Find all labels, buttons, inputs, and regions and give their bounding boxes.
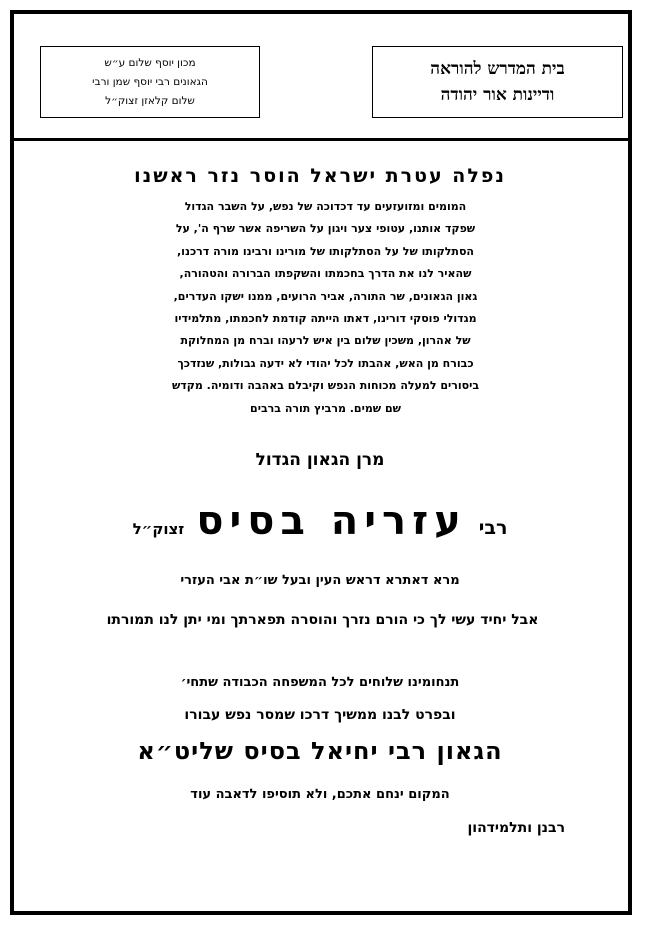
- institute-line-2: הגאונים רבי יוסף שמן ורבי: [92, 75, 208, 88]
- signature: רבנן ותלמידהון: [467, 820, 565, 836]
- rabbi-name-block: [60, 498, 580, 544]
- condolences-text: תנחומינו שלוחים לכל המשפחה הכבודה שתחי׳: [180, 675, 460, 690]
- institution-line-2: ודיינות אור יהודה: [440, 85, 555, 105]
- body-line: של אהרון, משכין שלום בין איש לרעהו וברח מן המחלוקת: [180, 334, 471, 348]
- body-line: שפקד אותנו, עטופי צער ויגון על השריפה אשר שרף ה', על: [175, 222, 476, 236]
- body-line: מגדולי פוסקי דורינו, דאתו הייתה קודמת לחכמתו, מתלמידיו: [174, 312, 477, 326]
- institution-line-1: בית המדרש להוראה: [430, 59, 565, 79]
- institute-line-3: שלום קלאזן זצוק״ל: [105, 94, 195, 107]
- son-name: הגאון רבי יחיאל בסיס שליט״א: [137, 737, 503, 765]
- name-prefix: רבי: [478, 517, 508, 539]
- blessing-text: המקום ינחם אתכם, ולא תוסיפו לדאבה עוד: [190, 787, 450, 802]
- body-line: המומים ומזועזעים עד דכדוכה של נפש, על השבר הגדול: [184, 200, 467, 213]
- body-line: גאון הגאונים, שר התורה, אביר הרועים, ממנו ישקו העדרים,: [173, 289, 478, 303]
- rabbi-name: עזריה בסיס: [196, 498, 467, 544]
- body-line: שם שמים. מרביץ תורה ברבים: [250, 401, 401, 415]
- institution-box-left: [40, 46, 260, 118]
- name-suffix: זצוק״ל: [132, 520, 185, 538]
- especially-text: ובפרט לבנו ממשיך דרכו שמסר נפש עבורו: [184, 707, 456, 723]
- body-line: שהאיר לנו את הדרך בחכמתו והשקפתו הברורה והטהורה,: [179, 267, 472, 281]
- institute-line-1: מכון יוסף שלום ע״ש: [104, 56, 196, 69]
- institution-box-right: [372, 46, 623, 118]
- headline: נפלה עטרת ישראל הוסר נזר ראשנו: [134, 165, 506, 187]
- eulogy-paragraph: [88, 196, 563, 420]
- header-divider: [10, 138, 632, 141]
- lament-text: אבל יחיד עשי לך כי הורם נזרך והוסרה תפארתך ומי יתן לנו תמורתו: [106, 612, 539, 628]
- body-line: ביסורים למעלה מכוחות הנפש וקיבלם באהבה ודומיה. מקדש: [171, 379, 480, 393]
- body-line: כבורח מן האש, אהבתו לכל יהודי לא ידעה גבולות, שנזדכך: [177, 356, 474, 370]
- rabbi-title: מרן הגאון הגדול: [255, 450, 385, 470]
- rabbi-subtitle: מרא דאתרא דראש העין ובעל שו״ת אבי העזרי: [180, 573, 460, 588]
- body-line: הסתלקותו של על הסתלקותו של מורינו ורבינו מורה דרכנו,: [177, 244, 474, 258]
